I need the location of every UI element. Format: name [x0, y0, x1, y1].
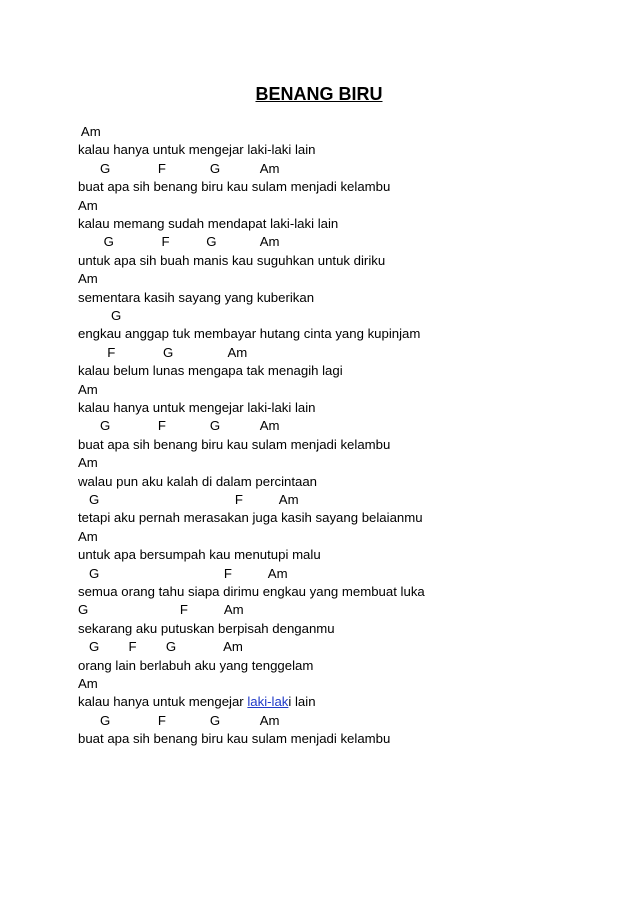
lyric-line: buat apa sih benang biru kau sulam menjadi kelambu — [78, 731, 391, 747]
lyric-line: walau pun aku kalah di dalam percintaan — [78, 473, 317, 489]
chord-line: G F G Am — [78, 418, 280, 434]
chord-line: G F G Am — [78, 712, 280, 728]
chord-line: G F Am — [78, 492, 299, 507]
chord-line: Am — [78, 381, 98, 397]
lyric-line: buat apa sih benang biru kau sulam menjadi kelambu — [78, 179, 391, 195]
lyric-line: engkau anggap tuk membayar hutang cinta yang kupinjam — [78, 326, 421, 342]
lyric-line — [78, 694, 316, 710]
hyperlink[interactable]: laki-lak — [247, 694, 289, 710]
chord-line: G F Am — [78, 602, 244, 618]
lyric-text: kalau hanya untuk mengejar — [78, 694, 248, 710]
chord-line: G F G Am — [78, 234, 280, 250]
song-title-text: BENANG BIRU — [255, 84, 383, 104]
chord-line: Am — [78, 124, 101, 139]
lyric-line: kalau hanya untuk mengejar laki-laki lain — [78, 400, 316, 415]
chord-line: F G Am — [78, 344, 248, 360]
chord-line: Am — [78, 197, 98, 213]
chord-line: Am — [78, 455, 98, 471]
lyric-text: i lain — [288, 694, 316, 710]
lyric-line: sementara kasih sayang yang kuberikan — [78, 289, 315, 305]
chord-line: G — [78, 308, 122, 323]
lyric-line: semua orang tahu siapa dirimu engkau yang membuat luka — [78, 584, 425, 599]
lyric-line: sekarang aku putuskan berpisah denganmu — [78, 620, 335, 636]
lyric-line: kalau hanya untuk mengejar laki-laki lain — [78, 142, 316, 158]
chord-line: Am — [78, 271, 98, 287]
chord-line: Am — [78, 528, 98, 544]
lyric-line: tetapi aku pernah merasakan juga kasih sayang belaianmu — [78, 510, 423, 526]
lyric-line: buat apa sih benang biru kau sulam menjadi kelambu — [78, 436, 391, 452]
lyric-line: kalau memang sudah mendapat laki-laki lain — [78, 216, 339, 231]
lyric-line: untuk apa sih buah manis kau suguhkan untuk diriku — [78, 252, 386, 268]
lyric-line: untuk apa bersumpah kau menutupi malu — [78, 547, 321, 563]
lyric-line: orang lain berlabuh aku yang tenggelam — [78, 657, 314, 673]
chord-line: G F G Am — [78, 639, 243, 655]
lyric-line: kalau belum lunas mengapa tak menagih lagi — [78, 363, 343, 379]
chord-line: G F Am — [78, 565, 288, 581]
chord-line: Am — [78, 676, 98, 691]
chord-line: G F G Am — [78, 160, 280, 176]
song-title — [0, 84, 638, 105]
